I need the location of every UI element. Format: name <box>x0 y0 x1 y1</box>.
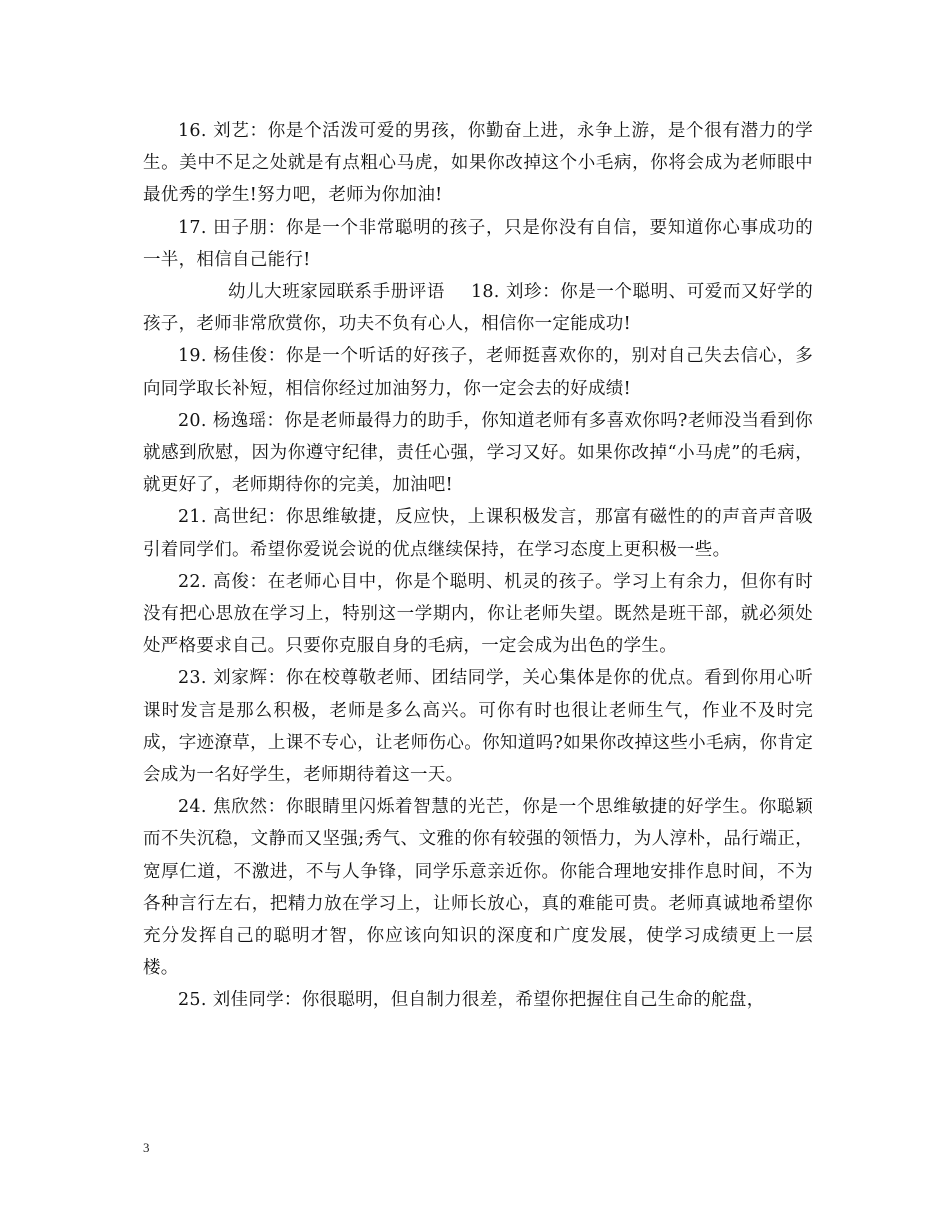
paragraph-text: 焦欣然：你眼睛里闪烁着智慧的光芒，你是一个思维敏捷的好学生。你聪颖而不失沉稳，文静而又坚强;秀气、文雅的你有较强的领悟力，为人淳朴，品行端正，宽厚仁道，不激进，不与人争锋，同学乐意亲近你。你能合理地安排作息时间，不为各种言行左右，把精力放在学习上，让师长放心，真的难能可贵。老师真诚地希望你充分发挥自己的聪明才智，你应该向知识的深度和广度发展，使学习成绩更上一层楼。 <box>143 797 813 979</box>
paragraph-text: 刘艺：你是个活泼可爱的男孩，你勤奋上进，永争上游，是个很有潜力的学生。美中不足之处就是有点粗心马虎，如果你改掉这个小毛病，你将会成为老师眼中最优秀的学生!努力吧，老师为你加油! <box>143 121 813 206</box>
paragraph-number: 21. <box>178 507 207 528</box>
paragraph-number: 20. <box>178 410 207 431</box>
paragraph-number: 23. <box>178 668 207 689</box>
paragraph-text: 田子朋：你是一个非常聪明的孩子，只是你没有自信，要知道你心事成功的一半，相信自己能行! <box>143 217 813 270</box>
document-body <box>143 115 813 1017</box>
page-number: 3 <box>143 1140 150 1155</box>
paragraph-number: 17. <box>178 217 207 238</box>
paragraph-text: 刘佳同学：你很聪明，但自制力很差，希望你把握住自己生命的舵盘， <box>212 990 765 1011</box>
comment-paragraph-16 <box>143 115 813 212</box>
paragraph-number: 18. <box>470 282 500 303</box>
paragraph-text: 刘珍：你是一个聪明、可爱而又好学的孩子，老师非常欣赏你，功夫不负有心人，相信你一定能成功! <box>143 282 813 335</box>
paragraph-text: 刘家辉：你在校尊敬老师、团结同学，关心集体是你的优点。看到你用心听课时发言是那么积极，老师是多么高兴。可你有时也很让老师生气，作业不及时完成，字迹潦草，上课不专心，让老师伤心。你知道吗?如果你改掉这些小毛病，你肯定会成为一名好学生，老师期待着这一天。 <box>143 668 813 786</box>
paragraph-text: 杨佳俊：你是一个听话的好孩子，老师挺喜欢你的，别对自己失去信心，多向同学取长补短，相信你经过加油努力，你一定会去的好成绩! <box>143 346 813 399</box>
paragraph-number: 24. <box>178 797 207 818</box>
paragraph-text: 高俊：在老师心目中，你是个聪明、机灵的孩子。学习上有余力，但你有时没有把心思放在学习上，特别这一学期内，你让老师失望。既然是班干部，就必须处处严格要求自己。只要你克服自身的毛病，一定会成为出色的学生。 <box>143 571 813 657</box>
comment-paragraph-20 <box>143 405 813 502</box>
comment-paragraph-17 <box>143 212 813 276</box>
inline-document-title: 幼儿大班家园联系手册评语 <box>228 282 445 303</box>
comment-paragraph-22 <box>143 566 813 663</box>
paragraph-number: 16. <box>178 121 207 141</box>
comment-paragraph-18 <box>143 276 813 340</box>
paragraph-number: 25. <box>178 990 207 1011</box>
paragraph-text: 高世纪：你思维敏捷，反应快，上课积极发言，那富有磁性的的声音声音吸引着同学们。希望你爱说会说的优点继续保持，在学习态度上更积极一些。 <box>143 507 813 560</box>
paragraph-number: 19. <box>178 346 207 367</box>
comment-paragraph-19 <box>143 340 813 404</box>
paragraph-text: 杨逸瑶：你是老师最得力的助手，你知道老师有多喜欢你吗?老师没当看到你就感到欣慰，因为你遵守纪律，责任心强，学习又好。如果你改掉“小马虎”的毛病，就更好了，老师期待你的完美，加油吧! <box>143 410 813 496</box>
comment-paragraph-21 <box>143 501 813 565</box>
comment-paragraph-23 <box>143 662 813 791</box>
comment-paragraph-24 <box>143 791 813 984</box>
comment-paragraph-25 <box>143 984 813 1016</box>
paragraph-number: 22. <box>178 571 207 592</box>
